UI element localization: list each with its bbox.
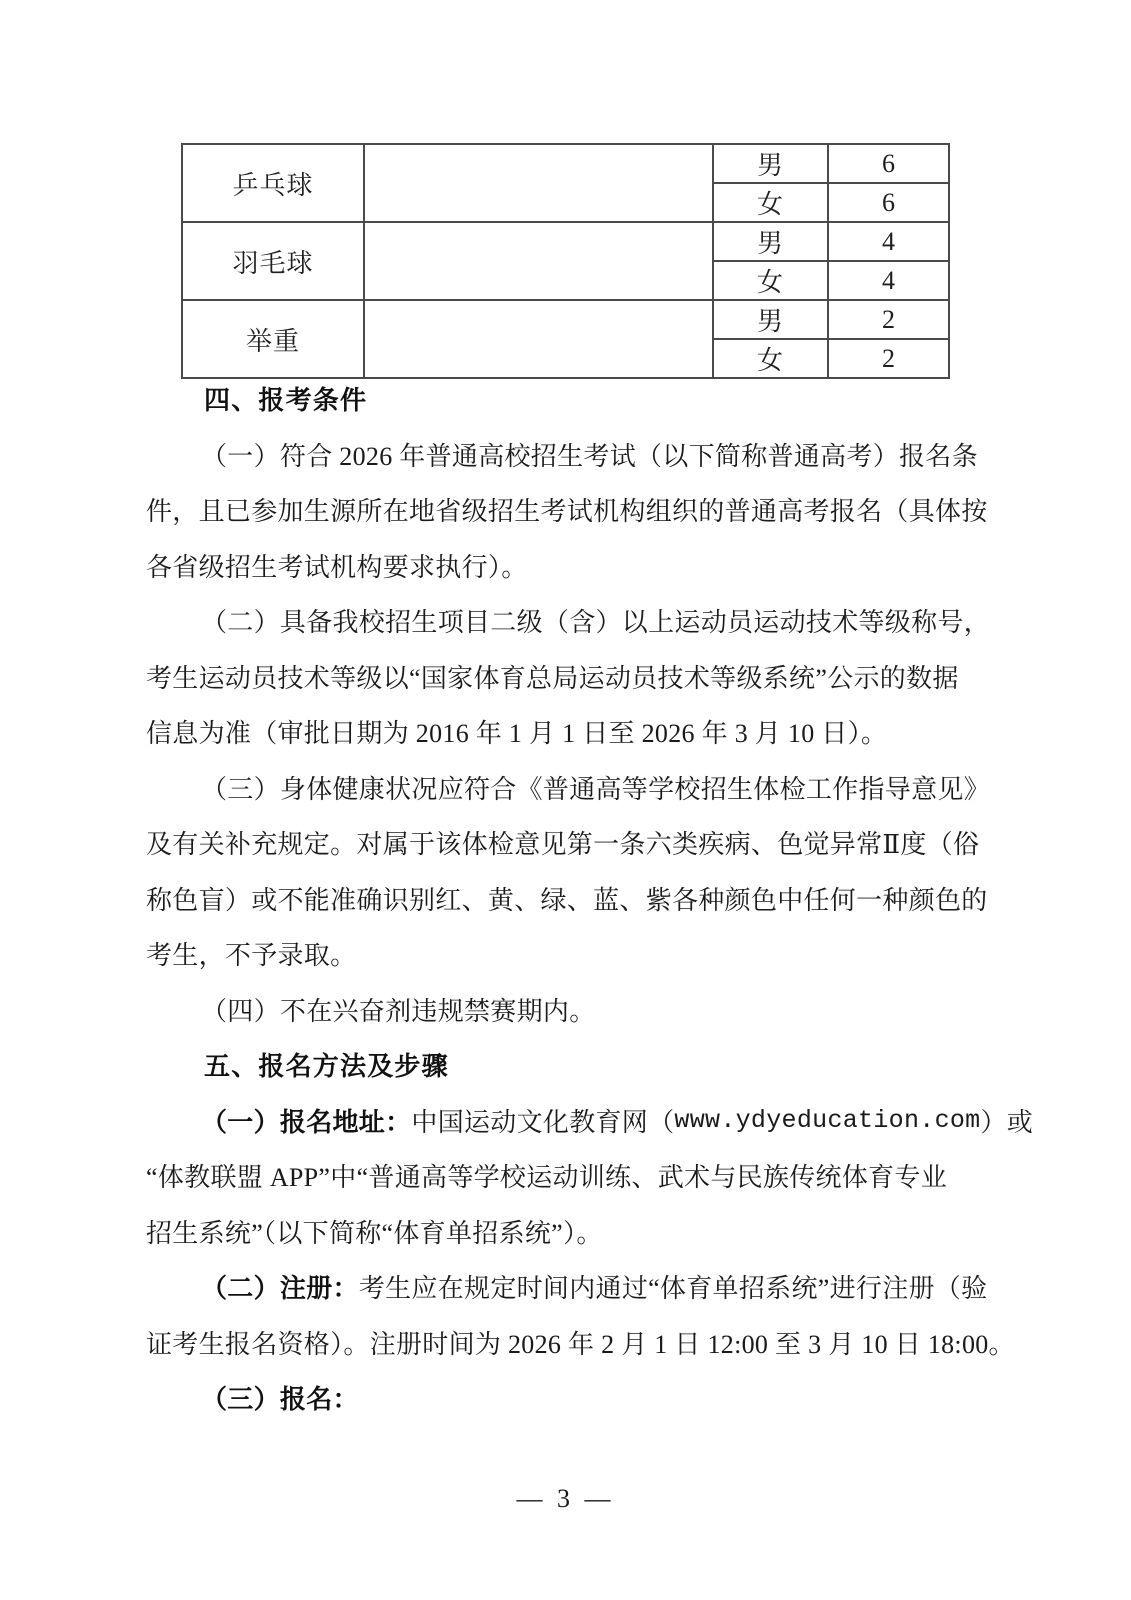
count-cell: 4 bbox=[828, 222, 949, 261]
count-cell: 2 bbox=[828, 339, 949, 378]
gender-cell: 女 bbox=[713, 261, 828, 300]
gender-cell: 男 bbox=[713, 222, 828, 261]
para-text: 中国运动文化教育网（ bbox=[411, 1107, 675, 1137]
table-row bbox=[182, 300, 949, 339]
para-line bbox=[146, 1259, 1006, 1315]
gender-cell: 男 bbox=[713, 144, 828, 183]
para-line: 称色盲）或不能准确识别红、黄、绿、蓝、紫各种颜色中任何一种颜色的 bbox=[146, 885, 988, 915]
para-line: 考生，不予录取。 bbox=[146, 941, 357, 971]
para-line: （三）身体健康状况应符合《普通高等学校招生体检工作指导意见》 bbox=[201, 774, 991, 804]
website-url: www.ydyeducation.com bbox=[674, 1105, 981, 1135]
para-line: 证考生报名资格）。注册时间为 2026 年 2 月 1 日 12:00 至 3 月 10 日 18:00。 bbox=[146, 1329, 1015, 1359]
notes-cell bbox=[364, 300, 713, 378]
notes-cell bbox=[364, 222, 713, 300]
sport-cell: 乒乓球 bbox=[182, 144, 364, 222]
para-line: （二）具备我校招生项目二级（含）以上运动员运动技术等级称号， bbox=[201, 608, 991, 638]
count-cell: 4 bbox=[828, 261, 949, 300]
para-line: “体教联盟 APP”中“普通高等学校运动训练、武术与民族传统体育专业 bbox=[146, 1163, 948, 1193]
para-text: 考生应在规定时间内通过“体育单招系统”进行注册（验 bbox=[358, 1274, 988, 1304]
para-line bbox=[146, 1370, 1006, 1426]
para-line: （一）符合 2026 年普通高校招生考试（以下简称普通高考）报名条 bbox=[201, 441, 978, 471]
count-cell: 6 bbox=[828, 183, 949, 222]
sport-cell: 羽毛球 bbox=[182, 222, 364, 300]
notes-cell bbox=[364, 144, 713, 222]
para-text: ）或 bbox=[980, 1107, 1034, 1137]
inline-label: （二）注册： bbox=[201, 1273, 359, 1304]
para-line: 招生系统”（以下简称“体育单招系统”）。 bbox=[146, 1218, 603, 1248]
gender-cell: 女 bbox=[713, 183, 828, 222]
enrollment-quota-table bbox=[181, 143, 950, 379]
section-heading-4: 四、报考条件 bbox=[204, 385, 368, 416]
para-line: 考生运动员技术等级以“国家体育总局运动员技术等级系统”公示的数据 bbox=[146, 663, 959, 693]
document-body bbox=[146, 371, 1034, 1426]
gender-cell: 女 bbox=[713, 339, 828, 378]
inline-label: （三）报名： bbox=[201, 1384, 359, 1415]
section-heading-5: 五、报名方法及步骤 bbox=[204, 1051, 449, 1082]
inline-label: （一）报名地址： bbox=[201, 1106, 412, 1137]
table-row bbox=[182, 144, 949, 183]
count-cell: 6 bbox=[828, 144, 949, 183]
para-line: 信息为准（审批日期为 2016 年 1 月 1 日至 2026 年 3 月 10 日）。 bbox=[146, 719, 888, 749]
gender-cell: 男 bbox=[713, 300, 828, 339]
para-line: 及有关补充规定。对属于该体检意见第一条六类疾病、色觉异常Ⅱ度（俗 bbox=[146, 830, 980, 860]
para-line: （四）不在兴奋剂违规禁赛期内。 bbox=[201, 996, 596, 1026]
para-line: 件，且已参加生源所在地省级招生考试机构组织的普通高考报名（具体按 bbox=[146, 497, 988, 527]
para-line: 各省级招生考试机构要求执行）。 bbox=[146, 552, 528, 582]
sport-cell: 举重 bbox=[182, 300, 364, 378]
para-line bbox=[146, 1093, 1034, 1149]
table-row bbox=[182, 222, 949, 261]
page-number: — 3 — bbox=[516, 1484, 615, 1513]
count-cell: 2 bbox=[828, 300, 949, 339]
